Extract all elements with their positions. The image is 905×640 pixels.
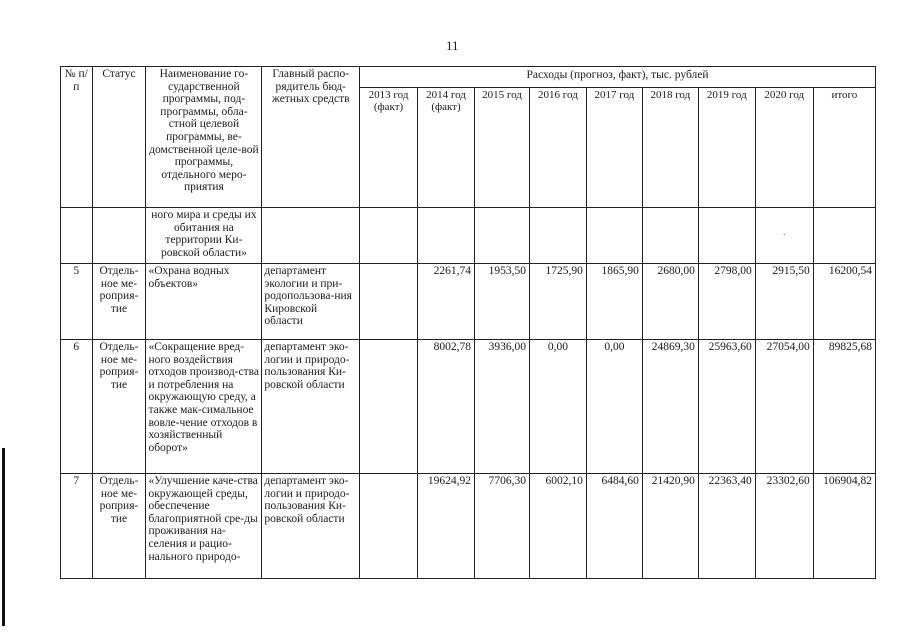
cell-value-2020: 27054,00 [755, 340, 813, 474]
cell-name: «Охрана водных объектов» [146, 264, 262, 340]
cell-value-2013 [360, 340, 418, 474]
cell-value-2019: 22363,40 [698, 474, 755, 579]
cell-value [360, 208, 418, 264]
table-row [61, 474, 876, 579]
cell-value-total: 16200,54 [813, 264, 875, 340]
cell-admin: департамент эко-логии и природо-пользования Ки-ровской области [262, 340, 360, 474]
header-year-2018: 2018 год [642, 88, 698, 208]
cell-value-2015: 3936,00 [475, 340, 530, 474]
cell-value [813, 208, 875, 264]
header-year-2013: 2013 год (факт) [360, 88, 418, 208]
cell-no [61, 208, 93, 264]
header-row [61, 67, 876, 88]
cell-admin: департамент эко-логии и природо-пользования Ки-ровской области [262, 474, 360, 579]
cell-no: 5 [61, 264, 93, 340]
cell-name: «Сокращение вред-ного воздействия отходов производ-ства и потребления на окружающую среду, а также мак-симальное вовле-чение отходов в хозяйственный оборот» [146, 340, 262, 474]
cell-value-2018: 2680,00 [642, 264, 698, 340]
cell-value [475, 208, 530, 264]
cell-value-2013 [360, 264, 418, 340]
cell-value-2014: 2261,74 [418, 264, 475, 340]
cell-value-total: 106904,82 [813, 474, 875, 579]
header-year-2016: 2016 год [529, 88, 586, 208]
cell-value-2016: 6002,10 [529, 474, 586, 579]
cell-name: «Улучшение каче-ства окружающей среды, обеспечение благоприятной сре-ды проживания на-селения и рацио-нального природо- [146, 474, 262, 579]
header-total: итого [813, 88, 875, 208]
table-row [61, 264, 876, 340]
cell-value-2019: 2798,00 [698, 264, 755, 340]
cell-no: 6 [61, 340, 93, 474]
header-year-2019: 2019 год [698, 88, 755, 208]
cell-value-total: 89825,68 [813, 340, 875, 474]
cell-value-2016: 1725,90 [529, 264, 586, 340]
margin-rule [2, 448, 5, 626]
cell-mark: · [755, 208, 813, 264]
header-year-2014: 2014 год (факт) [418, 88, 475, 208]
cell-status: Отдель-ное ме-роприя-тие [92, 474, 146, 579]
cell-value [586, 208, 642, 264]
cell-value-2020: 2915,50 [755, 264, 813, 340]
cell-value-2016: 0,00 [529, 340, 586, 474]
cell-admin [262, 208, 360, 264]
page-number: 11 [446, 38, 459, 53]
cell-value-2019: 25963,60 [698, 340, 755, 474]
cell-value-2014: 8002,78 [418, 340, 475, 474]
header-year-2020: 2020 год [755, 88, 813, 208]
table-row-continuation [61, 208, 876, 264]
cell-value-2017: 1865,90 [586, 264, 642, 340]
header-expenses: Расходы (прогноз, факт), тыс. рублей [360, 67, 876, 88]
cell-value-2015: 7706,30 [475, 474, 530, 579]
cell-status [92, 208, 146, 264]
cell-no: 7 [61, 474, 93, 579]
expenses-table [60, 66, 876, 579]
cell-value-2013 [360, 474, 418, 579]
cell-value-2020: 23302,60 [755, 474, 813, 579]
header-year-2017: 2017 год [586, 88, 642, 208]
cell-value [642, 208, 698, 264]
cell-value-2018: 24869,30 [642, 340, 698, 474]
cell-value-2018: 21420,90 [642, 474, 698, 579]
header-admin: Главный распо-рядитель бюд-жетных средств [262, 67, 360, 208]
cell-value [529, 208, 586, 264]
header-no: № п/п [61, 67, 93, 208]
cell-value-2014: 19624,92 [418, 474, 475, 579]
cell-value-2017: 0,00 [586, 340, 642, 474]
header-year-2015: 2015 год [475, 88, 530, 208]
header-status: Статус [92, 67, 146, 208]
table-row [61, 340, 876, 474]
cell-admin: департамент экологии и при-родопользова-ния Кировской области [262, 264, 360, 340]
cell-status: Отдель-ное ме-роприя-тие [92, 264, 146, 340]
cell-value [698, 208, 755, 264]
cell-name: ного мира и среды их обитания на территории Ки-ровской области» [146, 208, 262, 264]
cell-status: Отдель-ное ме-роприя-тие [92, 340, 146, 474]
cell-value [418, 208, 475, 264]
cell-value-2017: 6484,60 [586, 474, 642, 579]
cell-value-2015: 1953,50 [475, 264, 530, 340]
header-name: Наименование го-сударственной программы, под-программы, обла-стной целевой программы, ве-домственной целе-вой программы, отдельного меро-приятия [146, 67, 262, 208]
